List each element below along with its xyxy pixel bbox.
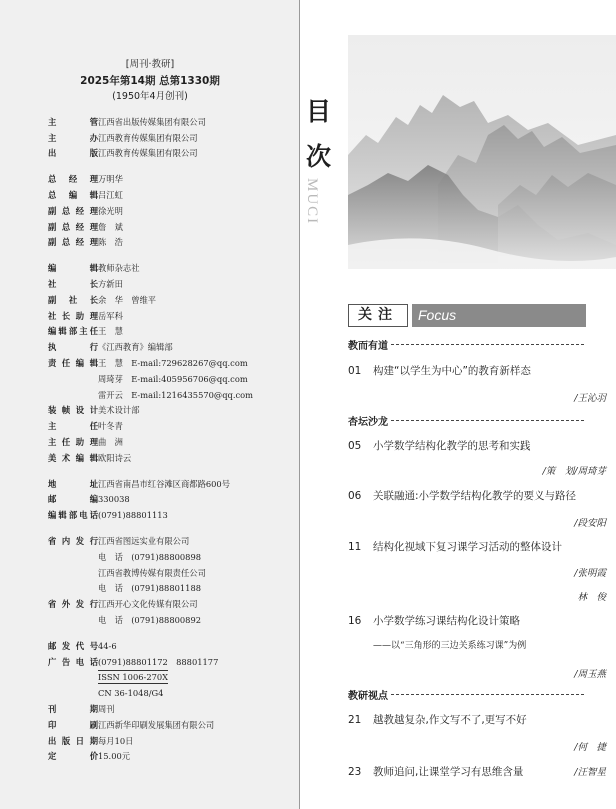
masthead-value: 44-6 [98, 640, 117, 651]
toc-article[interactable] [348, 438, 588, 453]
masthead-value: 15.00元 [98, 751, 131, 762]
article-page-number: 06 [348, 490, 362, 502]
masthead-value: 余 华 曾维平 [98, 294, 157, 305]
article-page-number: 16 [348, 615, 362, 627]
founded-date: (1950年4月创刊) [112, 91, 188, 102]
masthead-row [48, 670, 298, 686]
masthead-label: 邮发代号 [48, 640, 98, 651]
masthead-row [48, 308, 298, 324]
masthead-label: 编辑部电话 [48, 510, 98, 521]
masthead-row [48, 612, 298, 628]
masthead-value: 教师杂志社 [98, 263, 140, 274]
masthead-gap [48, 250, 298, 260]
masthead-row [48, 130, 298, 146]
toc-section-heading [348, 687, 584, 702]
masthead-value: 叶冬青 [98, 421, 123, 432]
toc-title-en: MUCI [304, 178, 320, 226]
masthead-value: 江西省教博传媒有限责任公司 [98, 567, 206, 578]
masthead-label: 主 办 [48, 132, 98, 143]
article-title: 结构化视域下复习课学习活动的整体设计 [373, 541, 562, 553]
masthead-row [48, 219, 298, 235]
masthead-value: 王 慧 E-mail:729628267@qq.com [98, 358, 248, 369]
section-rule [391, 344, 584, 345]
toc-article[interactable] [348, 488, 588, 503]
masthead-list [48, 114, 298, 764]
article-page-number: 01 [348, 365, 362, 377]
masthead-row [48, 450, 298, 466]
toc-section-heading [348, 413, 584, 428]
masthead-label: 社 长 [48, 279, 98, 290]
article-page-number: 11 [348, 541, 362, 553]
masthead-row [48, 565, 298, 581]
masthead-row [48, 387, 298, 403]
masthead-label: 邮 编 [48, 494, 98, 505]
article-title: 小学数学结构化教学的思考和实践 [373, 440, 531, 452]
article-author: /汪智星 [574, 767, 606, 778]
article-author: /策 划/周琦芽 [542, 466, 606, 477]
masthead-row [48, 114, 298, 130]
masthead-label: 总经理 [48, 174, 98, 185]
masthead-row [48, 717, 298, 733]
masthead-row [48, 596, 298, 612]
article-author: 林 俊 [577, 592, 606, 603]
masthead-value: 王 慧 [98, 326, 123, 337]
masthead-label: 出版日期 [48, 735, 98, 746]
masthead-label: 印 刷 [48, 719, 98, 730]
masthead-value: 330038 [98, 494, 130, 505]
masthead-row [48, 146, 298, 162]
section-name: 教而有道 [348, 341, 388, 352]
article-author: /王沁羽 [574, 393, 606, 404]
masthead-value: 电 话 (0791)88801188 [98, 583, 202, 594]
article-subtitle: ——以“三角形的三边关系练习课”为例 [373, 641, 527, 651]
masthead-label: 社长助理 [48, 310, 98, 321]
article-page-number: 23 [348, 766, 362, 778]
masthead-value: 周琦芽 E-mail:405956706@qq.com [98, 373, 248, 384]
article-title: 教师追问,让课堂学习有思维含量 [373, 766, 524, 778]
masthead-label: 执 行 [48, 342, 98, 353]
masthead-row [48, 339, 298, 355]
masthead-label: 主任助理 [48, 437, 98, 448]
masthead-value: 曲 洲 [98, 437, 123, 448]
masthead-row [48, 203, 298, 219]
masthead-row [48, 403, 298, 419]
toc-article[interactable] [348, 764, 588, 779]
masthead-row [48, 733, 298, 749]
masthead-row [48, 685, 298, 701]
masthead-row [48, 171, 298, 187]
masthead-gap [48, 628, 298, 638]
masthead-label: 责任编辑 [48, 358, 98, 369]
article-author: /段安阳 [574, 518, 606, 529]
masthead-label: 省内发行 [48, 536, 98, 547]
masthead-value: 江西省图远实业有限公司 [98, 536, 190, 547]
masthead-label: 美术编辑 [48, 452, 98, 463]
masthead-label: 主 任 [48, 421, 98, 432]
toc-title-ci: 次 [306, 142, 332, 171]
masthead-row [48, 371, 298, 387]
section-rule [391, 694, 584, 695]
masthead-row [48, 492, 298, 508]
masthead-label: 副社长 [48, 294, 98, 305]
masthead-label: 广告电话 [48, 656, 98, 667]
masthead-value: 詹 斌 [98, 221, 123, 232]
masthead-label: 副总经理 [48, 205, 98, 216]
toc-article[interactable] [348, 712, 588, 727]
focus-label-cn: 关注 [348, 304, 408, 327]
masthead-value: 每月10日 [98, 735, 134, 746]
masthead-label: 装帧设计 [48, 405, 98, 416]
masthead-value: 江西新华印刷发展集团有限公司 [98, 719, 215, 730]
article-author: /周玉燕 [574, 669, 606, 680]
masthead-value: (0791)88801113 [98, 510, 168, 521]
masthead-label: 定 价 [48, 751, 98, 762]
masthead-label: 编辑部主任 [48, 326, 98, 337]
masthead-label: 出 版 [48, 148, 98, 159]
masthead-label: 副总经理 [48, 221, 98, 232]
masthead-value: CN 36-1048/G4 [98, 688, 164, 699]
masthead-row [48, 581, 298, 597]
masthead-value: 徐光明 [98, 205, 123, 216]
focus-banner [348, 304, 586, 327]
masthead-gap [48, 466, 298, 476]
toc-panel [300, 0, 616, 809]
masthead-row [48, 549, 298, 565]
masthead-value: 周刊 [98, 703, 115, 714]
masthead-row [48, 748, 298, 764]
masthead-value: 江西教育传媒集团有限公司 [98, 132, 198, 143]
masthead-row [48, 654, 298, 670]
masthead-row [48, 235, 298, 251]
section-rule [391, 420, 584, 421]
masthead-label: 省外发行 [48, 599, 98, 610]
toc-section-heading [348, 337, 584, 352]
masthead-row [48, 434, 298, 450]
masthead-label: 总编辑 [48, 190, 98, 201]
masthead-value: 电 话 (0791)88800898 [98, 551, 202, 562]
masthead-label: 主 管 [48, 116, 98, 127]
masthead-value: 万明华 [98, 174, 123, 185]
masthead-value: (0791)88801172 88801177 [98, 656, 219, 667]
masthead-row [48, 638, 298, 654]
masthead-row [48, 507, 298, 523]
masthead-value: 陈 浩 [98, 237, 123, 248]
article-page-number: 21 [348, 714, 362, 726]
section-name: 教研视点 [348, 691, 388, 702]
masthead-value: 《江西教育》编辑部 [98, 342, 173, 353]
publication-type: [周刊·教研] [125, 59, 175, 70]
masthead-row [48, 701, 298, 717]
masthead-label: 地 址 [48, 478, 98, 489]
article-title: 小学数学练习课结构化设计策略 [373, 615, 520, 627]
masthead-row [48, 187, 298, 203]
article-title: 越教越复杂,作文写不了,更写不好 [373, 714, 527, 726]
mountain-landscape-image [348, 35, 616, 269]
masthead-row [48, 276, 298, 292]
masthead-row [48, 292, 298, 308]
masthead-value: 江西开心文化传媒有限公司 [98, 599, 198, 610]
article-author: /张明霞 [574, 568, 606, 579]
toc-article[interactable] [348, 613, 588, 628]
masthead-value: 欧阳诗云 [98, 452, 132, 463]
masthead-value: 江西教育传媒集团有限公司 [98, 148, 198, 159]
masthead-gap [48, 161, 298, 171]
masthead-value: ISSN 1006-270X [98, 672, 169, 683]
masthead-value: 美术设计部 [98, 405, 140, 416]
article-page-number: 05 [348, 440, 362, 452]
masthead-value: 方新田 [98, 279, 123, 290]
masthead-gap [48, 523, 298, 533]
masthead-row [48, 260, 298, 276]
masthead-value: 江西省南昌市红谷滩区商都路600号 [98, 478, 230, 489]
masthead-value: 吕江虹 [98, 190, 123, 201]
masthead-value: 江西省出版传媒集团有限公司 [98, 116, 206, 127]
section-name: 杏坛沙龙 [348, 417, 388, 428]
focus-label-en: Focus [418, 307, 457, 323]
masthead-row [48, 476, 298, 492]
toc-article[interactable] [348, 539, 588, 554]
publication-info [0, 57, 300, 105]
masthead-row [48, 533, 298, 549]
masthead-value: 雷开云 E-mail:1216435570@qq.com [98, 389, 253, 400]
masthead-label: 刊 期 [48, 703, 98, 714]
issue-number: 2025年第14期 总第1330期 [80, 75, 220, 87]
toc-title-mu: 目 [306, 97, 332, 126]
masthead-row [48, 355, 298, 371]
article-title: 构建“以学生为中心”的教育新样态 [373, 365, 531, 377]
masthead-label: 副总经理 [48, 237, 98, 248]
masthead-value: 岳军科 [98, 310, 123, 321]
masthead-label: 编 辑 [48, 263, 98, 274]
masthead-row [48, 324, 298, 340]
article-author: /何 捷 [574, 742, 606, 753]
toc-article[interactable] [348, 363, 588, 378]
masthead-value: 电 话 (0791)88800892 [98, 615, 202, 625]
article-title: 关联融通:小学数学结构化教学的要义与路径 [373, 490, 577, 502]
masthead-row [48, 418, 298, 434]
